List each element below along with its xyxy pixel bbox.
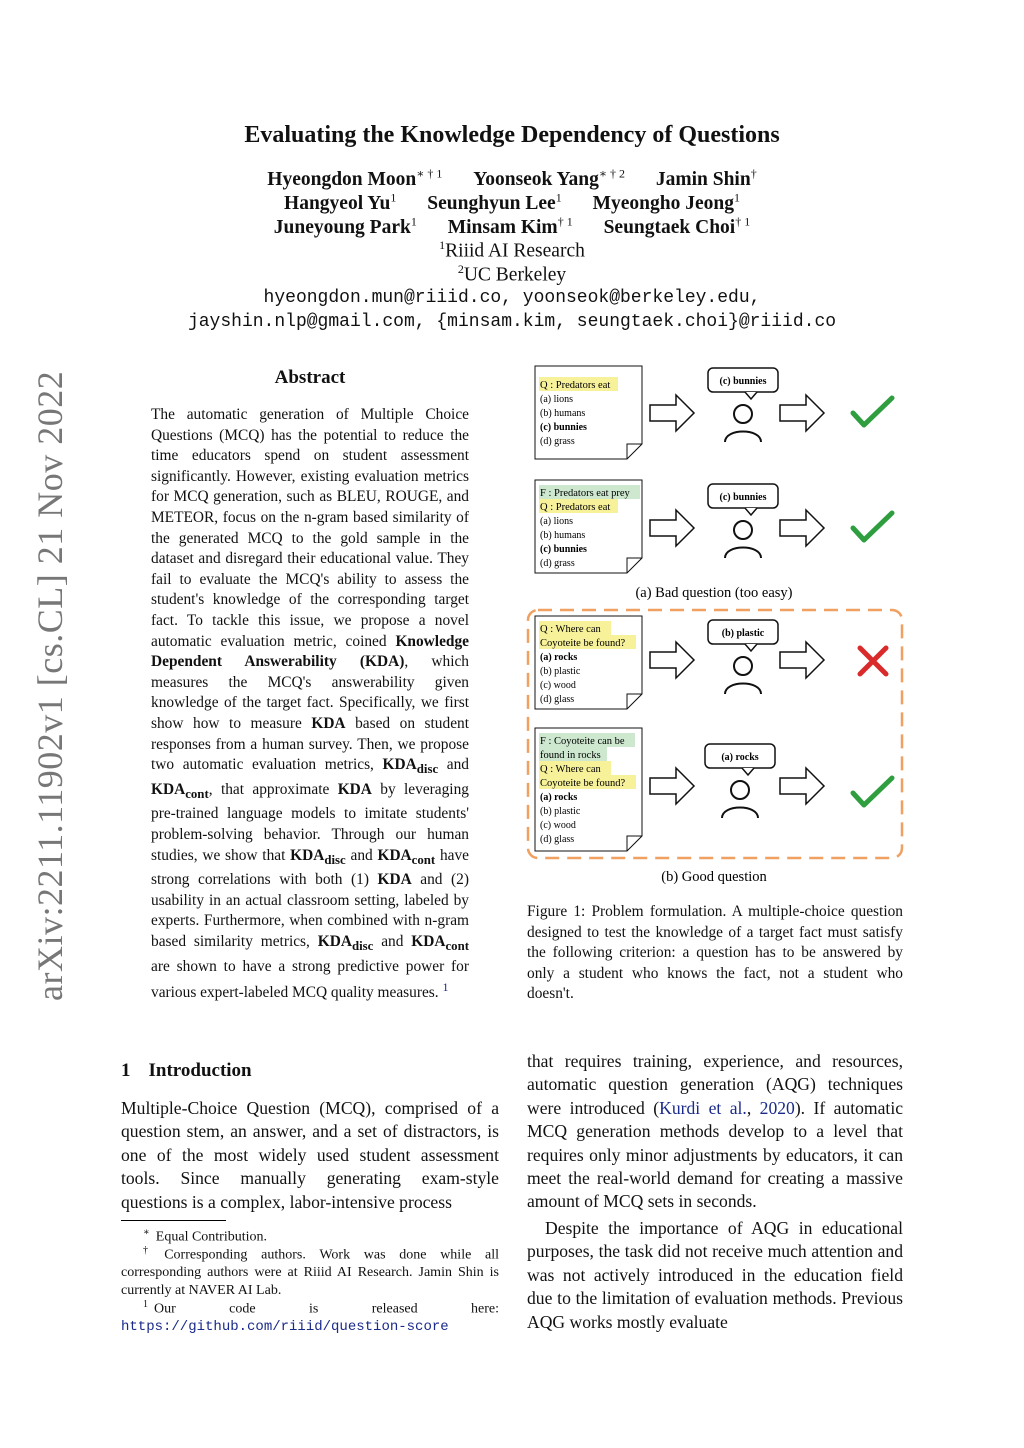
option-correct: (c) bunnies xyxy=(540,544,587,555)
option: (d) glass xyxy=(540,834,575,845)
footnote-link[interactable]: 1 xyxy=(442,980,449,995)
student-icon xyxy=(725,405,761,442)
question-text: Q : Predators eat xyxy=(540,502,611,513)
affiliation-1: $^1$Riiid AI Research xyxy=(439,238,585,262)
option: (a) lions xyxy=(540,516,574,527)
code-url-link[interactable]: https://github.com/riiid/question-score xyxy=(121,1319,449,1336)
email-line-2: jayshin.nlp@gmail.com, {minsam.kim, seungtaek.choi}@riiid.co xyxy=(187,312,837,332)
footnote-equal: ∗ Equal Contribution. xyxy=(143,1227,268,1245)
author: Seungtaek Choi$^{\dagger 1}$ xyxy=(603,214,751,238)
arrow-icon xyxy=(780,395,824,431)
figure-caption: Figure 1: Problem formulation. A multiple-choice question designed to test the knowledge of a target fact must satisfy the following criterion: a question has to be answered by only a student who knows the fact, not a student who doesn't. xyxy=(527,903,903,1003)
arrow-icon xyxy=(780,510,824,546)
arrow-icon xyxy=(780,642,824,678)
author: Hyeongdon Moon$^{∗ \dagger 1}$ xyxy=(267,166,443,190)
arrow-icon xyxy=(650,642,694,678)
option: (a) lions xyxy=(540,394,574,405)
check-icon xyxy=(853,778,892,805)
citation-year-link[interactable]: 2020 xyxy=(759,1097,795,1118)
arrow-icon xyxy=(650,395,694,431)
svg-text:(a) rocks: (a) rocks xyxy=(721,752,759,763)
footnote-code: $^1$ Our code is released here: https://github.com/riiid/question-score xyxy=(121,1299,499,1336)
intro-left-text: Multiple-Choice Question (MCQ), comprised of a question stem, an answer, and a set of distractors, is one of the most widely used student assessment tools. Since manually generating exam-style questions is a complex, labor-intensive process xyxy=(121,1098,499,1212)
option-correct: (c) bunnies xyxy=(540,422,587,433)
fact-text: F : Coyoteite can be xyxy=(540,736,625,747)
arxiv-side-label: arXiv:2211.11902v1 [cs.CL] 21 Nov 2022 xyxy=(30,370,70,1001)
author: Myeongho Jeong$^1$ xyxy=(592,190,740,214)
question-text: Coyoteite be found? xyxy=(540,778,626,789)
svg-text:(b) plastic: (b) plastic xyxy=(721,628,765,639)
student-icon xyxy=(722,781,758,818)
student-icon xyxy=(725,657,761,694)
check-icon xyxy=(853,513,892,540)
student-bubble-a1 xyxy=(708,368,778,399)
footnote-rule xyxy=(121,1220,226,1221)
citation-link[interactable]: Kurdi et al. xyxy=(659,1097,747,1118)
figure-1 xyxy=(520,358,910,898)
option: (d) grass xyxy=(540,436,575,447)
arrow-icon xyxy=(780,768,824,804)
author: Hangyeol Yu$^1$ xyxy=(284,190,397,214)
fact-text: found in rocks xyxy=(540,750,601,761)
question-card-a2 xyxy=(535,480,642,573)
option-correct: (a) rocks xyxy=(540,792,578,803)
student-bubble-a2 xyxy=(708,484,778,515)
affiliation-2: $^2$UC Berkeley xyxy=(457,262,567,286)
question-card-b1 xyxy=(535,616,642,709)
abstract-body: The automatic generation of Multiple Choice Questions (MCQ) has the potential to reduce the time educators spend on student assessment significantly. However, existing evaluation metrics for MCQ generation, such as BLEU, ROUGE, and METEOR, focus on the n-gram based similarity of the generated MCQ to the gold sample in the dataset and disregard their educational value. They fail to evaluate the MCQ's ability to assess the student's knowledge of the corresponding target fact. To tackle this issue, we propose a novel automatic evaluation metric, coined Knowledge Dependent Answerability (KDA), which measures the MCQ's answerability given knowledge of the target fact. Specifically, we first show how to measure KDA based on student responses from a human survey. Then, we propose two automatic evaluation metrics, $KDA_{disc}$ and $KDA_{cont}$, that approximate KDA by leveraging pre-trained language models to imitate students' problem-solving behavior. Through our human studies, we show that $KDA_{disc}$ and $KDA_{cont}$ have strong correlations with both (1) KDA and (2) usability in an actual classroom setting, labeled by experts. Furthermore, when combined with n-gram based similarity metrics, $KDA_{disc}$ and $KDA_{cont}$ are shown to have a strong predictive power for various expert-labeled MCQ quality measures. $^1$ xyxy=(151,406,470,1002)
abstract-heading: Abstract xyxy=(274,367,346,388)
question-text: Coyoteite be found? xyxy=(540,638,626,649)
option: (b) humans xyxy=(540,530,586,541)
author: Minsam Kim$^{\dagger 1}$ xyxy=(447,214,573,238)
cross-icon xyxy=(860,648,886,674)
author: Yoonseok Yang$^{∗ \dagger 2}$ xyxy=(473,166,625,190)
svg-text:(c) bunnies: (c) bunnies xyxy=(719,492,767,503)
author-row-3 xyxy=(0,214,1024,239)
arrow-icon xyxy=(650,510,694,546)
option: (d) glass xyxy=(540,694,575,705)
subcaption-a: (a) Bad question (too easy) xyxy=(635,585,793,601)
intro-right-p1: that requires training, experience, and resources, automatic question generation (AQG) techniques were introduced (Kurdi et al., 2020). If automatic MCQ generation methods develop to a level that requires only minor adjustments by educators, it can meet the real-world demand for creating a massive amount of MCQ sets in seconds. xyxy=(527,1051,904,1212)
author: Juneyoung Park$^1$ xyxy=(273,214,417,238)
check-icon xyxy=(853,398,892,425)
footnote-corresponding: † Corresponding authors. Work was done while all corresponding authors were at Riiid AI Research. Jamin Shin is currently at NAVER AI Lab. xyxy=(121,1245,500,1298)
question-text: Q : Predators eat xyxy=(540,380,611,391)
subcaption-b: (b) Good question xyxy=(661,869,767,885)
arrow-icon xyxy=(650,768,694,804)
student-icon xyxy=(725,521,761,558)
option: (b) humans xyxy=(540,408,586,419)
student-bubble-b2 xyxy=(705,744,775,775)
svg-text:(c) bunnies: (c) bunnies xyxy=(719,376,767,387)
fact-text: F : Predators eat prey xyxy=(540,488,630,499)
paper-title: Evaluating the Knowledge Dependency of Questions xyxy=(244,122,780,148)
author: Jamin Shin† xyxy=(655,166,757,190)
question-card-b2 xyxy=(535,728,642,851)
option-correct: (a) rocks xyxy=(540,652,578,663)
question-text: Q : Where can xyxy=(540,624,601,635)
option: (b) plastic xyxy=(540,666,581,677)
option: (d) grass xyxy=(540,558,575,569)
option: (c) wood xyxy=(540,820,576,831)
question-text: Q : Where can xyxy=(540,764,601,775)
option: (c) wood xyxy=(540,680,576,691)
student-bubble-b1 xyxy=(708,620,778,651)
option: (b) plastic xyxy=(540,806,581,817)
author: Seunghyun Lee$^1$ xyxy=(427,190,562,214)
author-row-1 xyxy=(0,166,1024,191)
email-line-1: hyeongdon.mun@riiid.co, yoonseok@berkeley.edu, xyxy=(263,288,761,308)
section-heading: 1 Introduction xyxy=(121,1060,252,1081)
author-row-2 xyxy=(0,190,1024,215)
intro-right-p2: Despite the importance of AQG in educational purposes, the task did not receive much attention and was not actively introduced in the education field due to the limitation of evaluation methods. Previous AQG works mostly evaluate xyxy=(527,1218,903,1332)
question-card-a1 xyxy=(535,366,642,459)
